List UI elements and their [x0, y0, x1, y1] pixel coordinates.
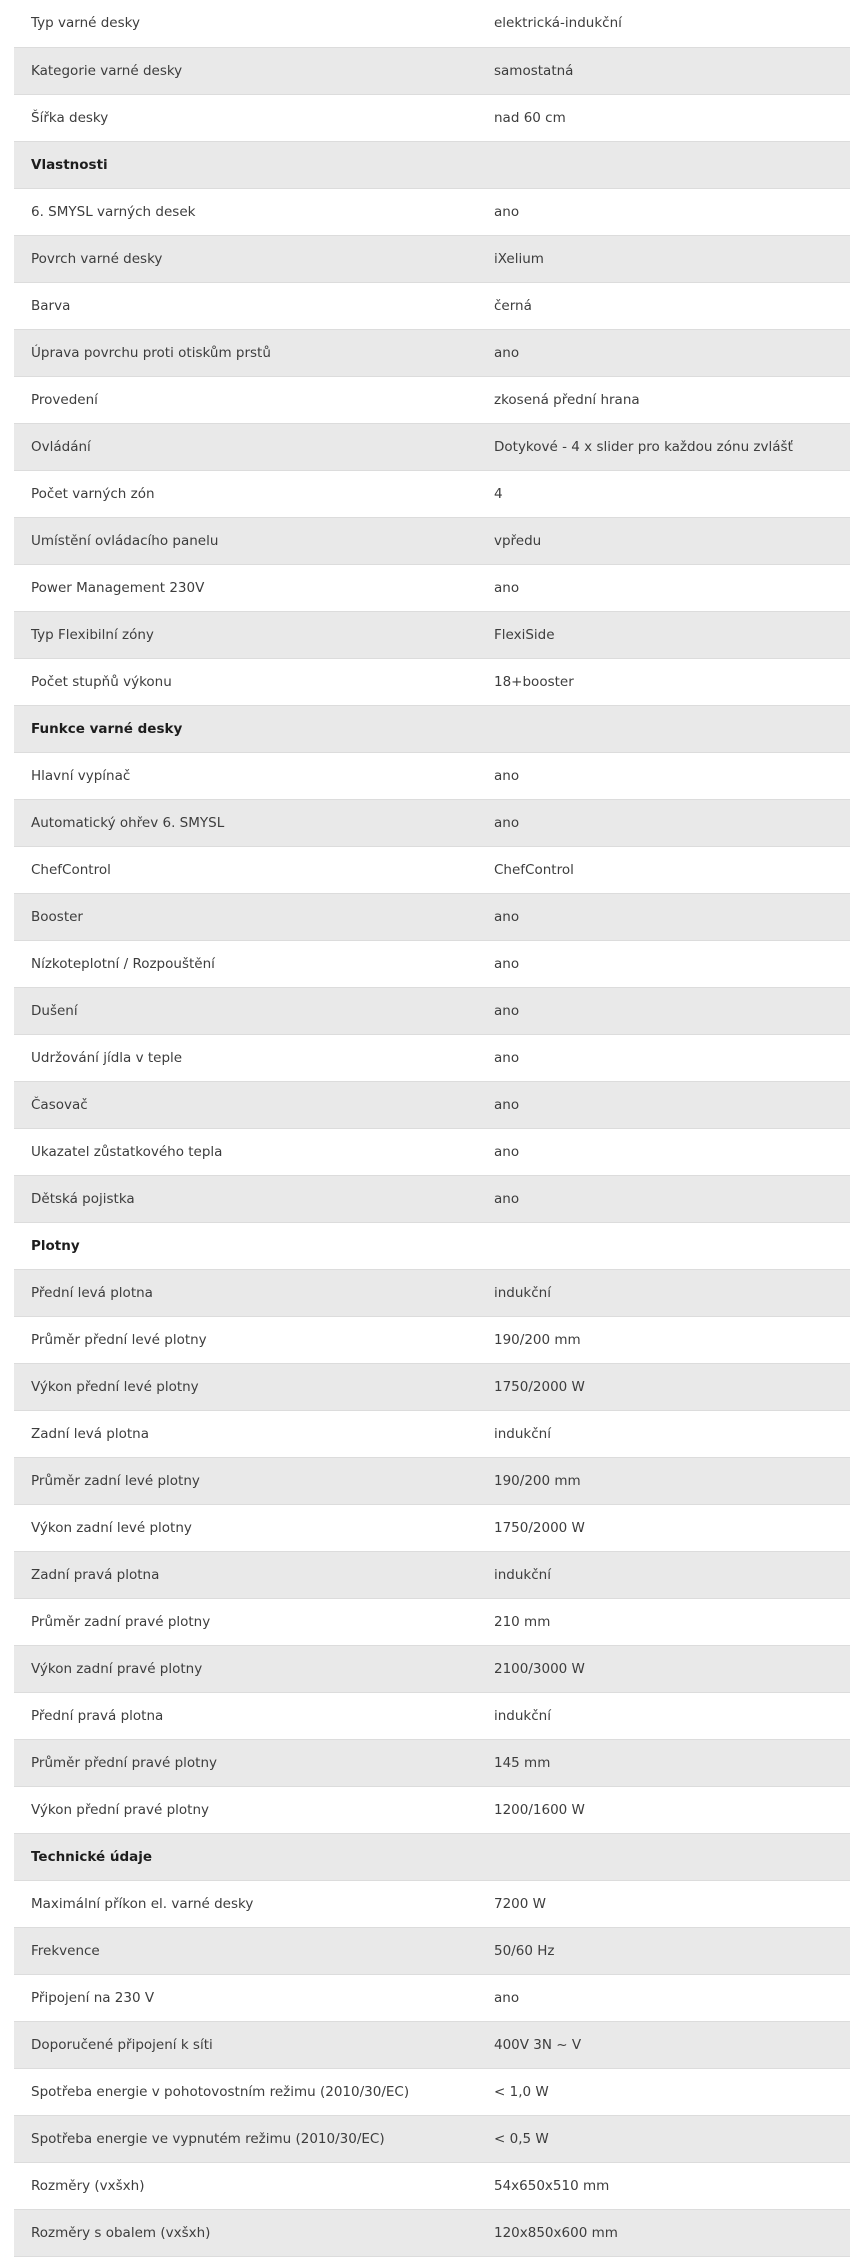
spec-table-body [14, 0, 850, 2256]
spec-value: ano [477, 799, 850, 846]
spec-label: Počet stupňů výkonu [14, 658, 477, 705]
spec-value: < 1,0 W [477, 2068, 850, 2115]
spec-value: černá [477, 282, 850, 329]
spec-value: 400V 3N ~ V [477, 2021, 850, 2068]
spec-value: 2100/3000 W [477, 1645, 850, 1692]
spec-value: samostatná [477, 47, 850, 94]
spec-label: Počet varných zón [14, 470, 477, 517]
spec-value: 1750/2000 W [477, 1504, 850, 1551]
spec-value: nad 60 cm [477, 94, 850, 141]
spec-label: Barva [14, 282, 477, 329]
spec-label: Průměr zadní pravé plotny [14, 1598, 477, 1645]
spec-row [14, 1786, 850, 1833]
spec-row [14, 1692, 850, 1739]
spec-label: Výkon zadní levé plotny [14, 1504, 477, 1551]
spec-row [14, 1128, 850, 1175]
spec-value: 4 [477, 470, 850, 517]
spec-label: Kategorie varné desky [14, 47, 477, 94]
spec-label: Spotřeba energie v pohotovostním režimu (2010/30/EC) [14, 2068, 477, 2115]
spec-value: indukční [477, 1410, 850, 1457]
spec-value: indukční [477, 1551, 850, 1598]
spec-value: Dotykové - 4 x slider pro každou zónu zvlášť [477, 423, 850, 470]
spec-label: Připojení na 230 V [14, 1974, 477, 2021]
spec-label: Spotřeba energie ve vypnutém režimu (2010/30/EC) [14, 2115, 477, 2162]
section-header-row [14, 1833, 850, 1880]
spec-row [14, 1598, 850, 1645]
spec-value: 210 mm [477, 1598, 850, 1645]
spec-row [14, 1410, 850, 1457]
spec-row [14, 1645, 850, 1692]
spec-value: ano [477, 893, 850, 940]
spec-value: ano [477, 1175, 850, 1222]
spec-label: Automatický ohřev 6. SMYSL [14, 799, 477, 846]
spec-row [14, 2209, 850, 2256]
spec-row [14, 987, 850, 1034]
spec-value: 18+booster [477, 658, 850, 705]
spec-label: Maximální příkon el. varné desky [14, 1880, 477, 1927]
spec-value: indukční [477, 1692, 850, 1739]
spec-row [14, 1927, 850, 1974]
spec-label: Výkon zadní pravé plotny [14, 1645, 477, 1692]
spec-row [14, 2162, 850, 2209]
spec-row [14, 1551, 850, 1598]
spec-row [14, 846, 850, 893]
spec-value: elektrická-indukční [477, 0, 850, 47]
spec-label: Dětská pojistka [14, 1175, 477, 1222]
spec-value: indukční [477, 1269, 850, 1316]
spec-value: FlexiSide [477, 611, 850, 658]
spec-label: Průměr přední levé plotny [14, 1316, 477, 1363]
spec-row [14, 893, 850, 940]
spec-value: 190/200 mm [477, 1457, 850, 1504]
spec-label: ChefControl [14, 846, 477, 893]
spec-value: iXelium [477, 235, 850, 282]
spec-label: Doporučené připojení k síti [14, 2021, 477, 2068]
section-empty-cell [477, 141, 850, 188]
spec-row [14, 517, 850, 564]
spec-row [14, 282, 850, 329]
spec-label: Typ Flexibilní zóny [14, 611, 477, 658]
spec-row [14, 1457, 850, 1504]
spec-label: Typ varné desky [14, 0, 477, 47]
spec-row [14, 752, 850, 799]
spec-label: Zadní levá plotna [14, 1410, 477, 1457]
spec-label: Zadní pravá plotna [14, 1551, 477, 1598]
spec-value: ChefControl [477, 846, 850, 893]
spec-row [14, 1175, 850, 1222]
spec-value: ano [477, 329, 850, 376]
spec-row [14, 1269, 850, 1316]
spec-value: zkosená přední hrana [477, 376, 850, 423]
section-header-row [14, 141, 850, 188]
spec-value: ano [477, 940, 850, 987]
spec-row [14, 1504, 850, 1551]
spec-row [14, 47, 850, 94]
spec-value: ano [477, 1974, 850, 2021]
spec-label: Rozměry (vxšxh) [14, 2162, 477, 2209]
spec-value: ano [477, 752, 850, 799]
section-header-row [14, 705, 850, 752]
spec-label: Rozměry s obalem (vxšxh) [14, 2209, 477, 2256]
spec-row [14, 1974, 850, 2021]
spec-row [14, 329, 850, 376]
spec-label: Časovač [14, 1081, 477, 1128]
spec-label: 6. SMYSL varných desek [14, 188, 477, 235]
spec-row [14, 658, 850, 705]
spec-value: 1200/1600 W [477, 1786, 850, 1833]
spec-row [14, 611, 850, 658]
spec-value: 54x650x510 mm [477, 2162, 850, 2209]
spec-row [14, 0, 850, 47]
spec-value: ano [477, 1128, 850, 1175]
spec-label: Hlavní vypínač [14, 752, 477, 799]
section-empty-cell [477, 705, 850, 752]
spec-label: Přední pravá plotna [14, 1692, 477, 1739]
spec-label: Dušení [14, 987, 477, 1034]
spec-value: 50/60 Hz [477, 1927, 850, 1974]
spec-label: Průměr zadní levé plotny [14, 1457, 477, 1504]
spec-label: Přední levá plotna [14, 1269, 477, 1316]
section-empty-cell [477, 1833, 850, 1880]
spec-label: Úprava povrchu proti otiskům prstů [14, 329, 477, 376]
spec-label: Nízkoteplotní / Rozpouštění [14, 940, 477, 987]
spec-label: Booster [14, 893, 477, 940]
section-title: Technické údaje [14, 1833, 477, 1880]
spec-row [14, 94, 850, 141]
section-title: Funkce varné desky [14, 705, 477, 752]
spec-row [14, 470, 850, 517]
spec-value: ano [477, 188, 850, 235]
spec-label: Výkon přední levé plotny [14, 1363, 477, 1410]
spec-row [14, 1880, 850, 1927]
spec-label: Frekvence [14, 1927, 477, 1974]
spec-row [14, 188, 850, 235]
section-title: Vlastnosti [14, 141, 477, 188]
spec-label: Průměr přední pravé plotny [14, 1739, 477, 1786]
spec-label: Ovládání [14, 423, 477, 470]
spec-value: 145 mm [477, 1739, 850, 1786]
spec-value: 1750/2000 W [477, 1363, 850, 1410]
spec-label: Ukazatel zůstatkového tepla [14, 1128, 477, 1175]
section-title: Plotny [14, 1222, 477, 1269]
spec-value: ano [477, 987, 850, 1034]
spec-value: ano [477, 1034, 850, 1081]
spec-row [14, 2068, 850, 2115]
spec-label: Power Management 230V [14, 564, 477, 611]
spec-label: Výkon přední pravé plotny [14, 1786, 477, 1833]
spec-label: Udržování jídla v teple [14, 1034, 477, 1081]
spec-row [14, 799, 850, 846]
spec-label: Šířka desky [14, 94, 477, 141]
spec-row [14, 564, 850, 611]
section-header-row [14, 1222, 850, 1269]
spec-label: Povrch varné desky [14, 235, 477, 282]
spec-row [14, 1034, 850, 1081]
spec-row [14, 1363, 850, 1410]
spec-label: Umístění ovládacího panelu [14, 517, 477, 564]
spec-value: 190/200 mm [477, 1316, 850, 1363]
spec-row [14, 1739, 850, 1786]
spec-row [14, 376, 850, 423]
spec-row [14, 423, 850, 470]
spec-value: 7200 W [477, 1880, 850, 1927]
section-empty-cell [477, 1222, 850, 1269]
spec-value: vpředu [477, 517, 850, 564]
spec-row [14, 940, 850, 987]
spec-row [14, 2021, 850, 2068]
spec-row [14, 2115, 850, 2162]
spec-value: 120x850x600 mm [477, 2209, 850, 2256]
spec-row [14, 1081, 850, 1128]
spec-value: < 0,5 W [477, 2115, 850, 2162]
spec-row [14, 235, 850, 282]
spec-value: ano [477, 1081, 850, 1128]
spec-value: ano [477, 564, 850, 611]
spec-label: Provedení [14, 376, 477, 423]
spec-row [14, 1316, 850, 1363]
spec-table [14, 0, 850, 2257]
